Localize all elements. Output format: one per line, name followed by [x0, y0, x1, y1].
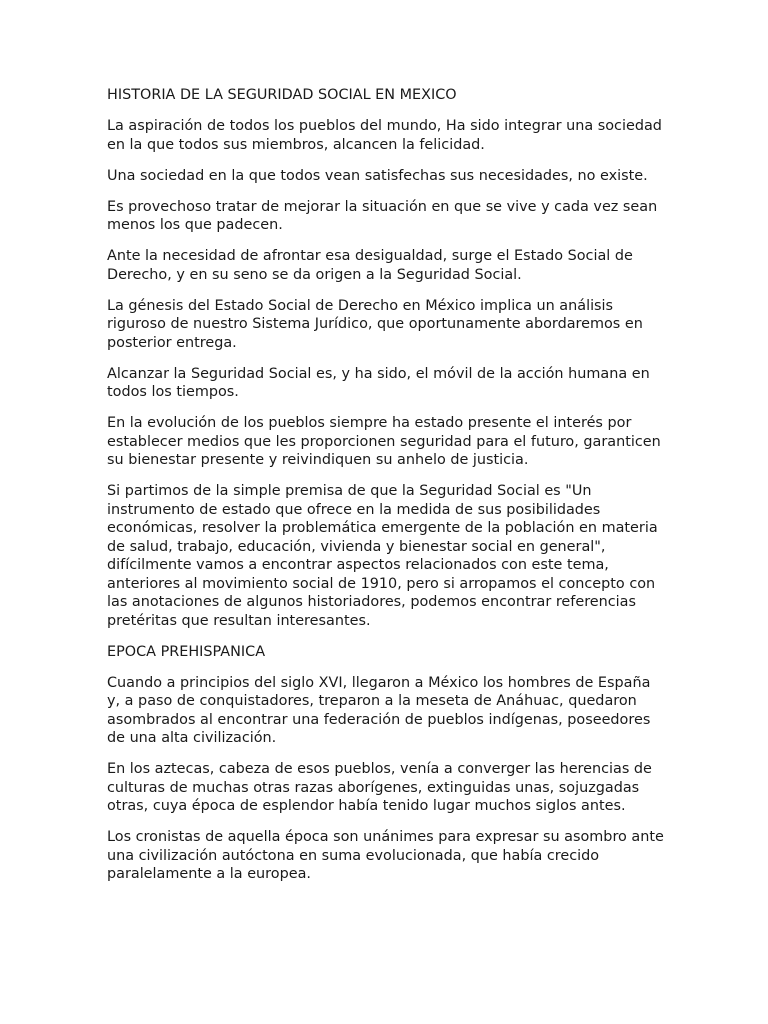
paragraph: Alcanzar la Seguridad Social es, y ha sido, el móvil de la acción humana en todos los tiempos. [107, 365, 650, 400]
paragraph: En la evolución de los pueblos siempre ha estado presente el interés por establecer medios que les proporcionen seguridad para el futuro, garanticen su bienestar presente y reivindiquen su anhelo de justicia. [107, 415, 661, 468]
section-paragraph: En los aztecas, cabeza de esos pueblos, venía a converger las herencias de culturas de muchas otras razas aborígenes, extinguidas unas, sojuzgadas otras, cuya época de esplendor había tenido lugar muchos siglos antes. [107, 761, 652, 814]
paragraph: Es provechoso tratar de mejorar la situación en que se vive y cada vez sean menos los que padecen. [107, 198, 658, 233]
paragraph: Ante la necesidad de afrontar esa desigualdad, surge el Estado Social de Derecho, y en su seno se da origen a la Seguridad Social. [107, 248, 633, 283]
section-paragraph: Los cronistas de aquella época son unánimes para expresar su asombro ante una civilización autóctona en suma evolucionada, que había crecido paralelamente a la europea. [107, 829, 664, 882]
section-heading: EPOCA PREHISPANICA [107, 643, 266, 660]
paragraph: La aspiración de todos los pueblos del mundo, Ha sido integrar una sociedad en la que todos sus miembros, alcancen la felicidad. [107, 118, 662, 153]
paragraph: Una sociedad en la que todos vean satisfechas sus necesidades, no existe. [107, 167, 648, 184]
document-title: HISTORIA DE LA SEGURIDAD SOCIAL EN MEXICO [107, 87, 457, 103]
paragraph: Si partimos de la simple premisa de que la Seguridad Social es "Un instrumento de estado que ofrece en la medida de sus posibilidades económicas, resolver la problemática emergente de la población en materia de salud, trabajo, educación, vivienda y bienestar social en general", difícilmente vamos a encontrar aspectos relacionados con este tema, anteriores al movimiento social de 1910, pero si arropamos el concepto con las anotaciones de algunos historiadores, podemos encontrar referencias pretéritas que resultan interesantes. [107, 483, 658, 629]
paragraph: La génesis del Estado Social de Derecho en México implica un análisis riguroso de nuestro Sistema Jurídico, que oportunamente abordaremos en posterior entrega. [107, 297, 643, 351]
document-page [107, 86, 667, 896]
section-paragraph: Cuando a principios del siglo XVI, llegaron a México los hombres de España y, a paso de conquistadores, treparon a la meseta de Anáhuac, quedaron asombrados al encontrar una federación de pueblos indígenas, poseedores de una alta civilización. [107, 674, 651, 746]
